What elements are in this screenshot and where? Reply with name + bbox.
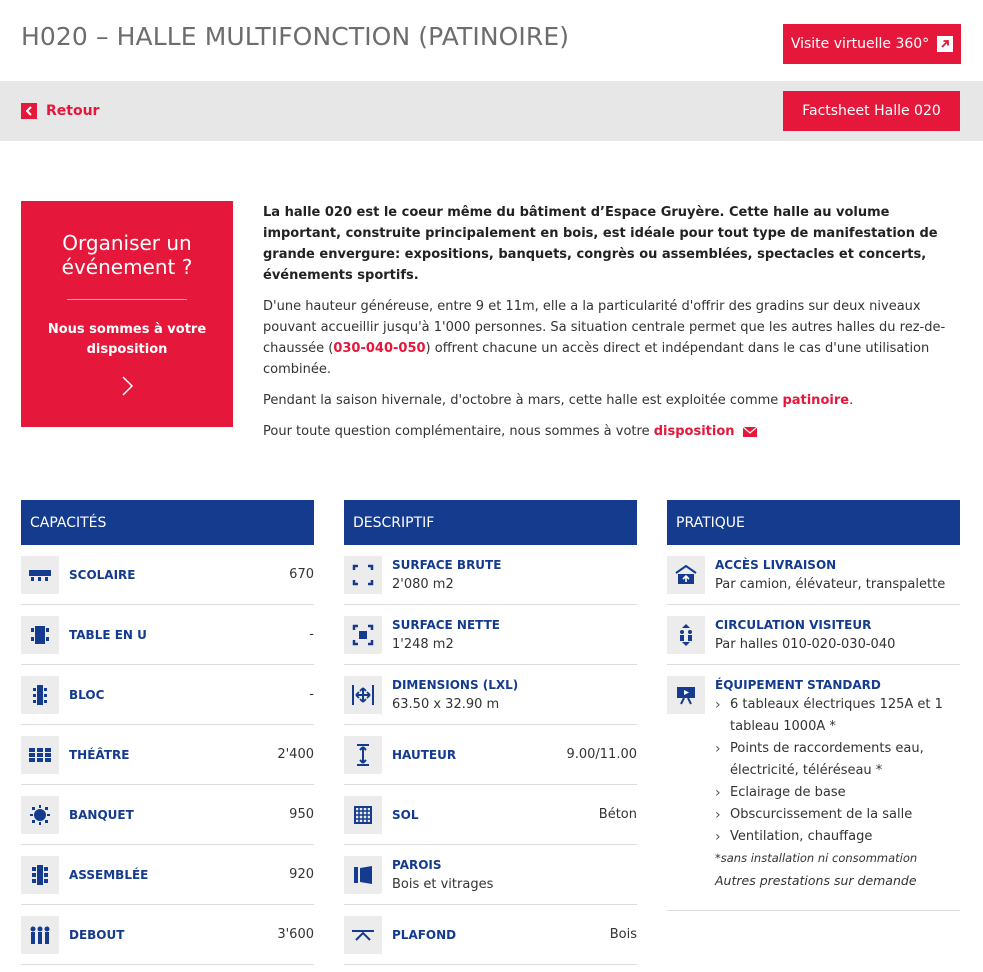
description-label: SURFACE NETTE (392, 618, 500, 632)
capacity-value: - (309, 627, 314, 642)
banquet-icon (21, 796, 59, 834)
description-row (344, 665, 637, 725)
list-item: › Eclairage de base (715, 782, 955, 804)
capacity-value: 670 (289, 567, 314, 582)
description-value: Bois et vitrages (392, 877, 494, 892)
envelope-icon[interactable] (743, 427, 757, 437)
external-arrow-icon (937, 36, 953, 52)
description-row (344, 905, 637, 965)
intro-paragraph-2: Pendant la saison hivernale, d'octobre à mars, cette halle est exploitée comme patinoire. (263, 393, 854, 408)
list-item: › Obscurcissement de la salle (715, 804, 955, 826)
net-area-icon (344, 616, 382, 654)
capacity-label: TABLE EN U (69, 628, 147, 642)
intro-paragraph-3: Pour toute question complémentaire, nous sommes à votre disposition (263, 421, 963, 442)
page-header (0, 0, 983, 81)
block-table-icon (21, 676, 59, 714)
practical-value: Par camion, élévateur, transpalette (715, 577, 946, 592)
capacity-label: BANQUET (69, 808, 134, 822)
practical-row (667, 545, 960, 605)
description-label: SOL (392, 808, 419, 822)
description-heading: DESCRIPTIF (344, 500, 637, 545)
capacity-label: BLOC (69, 688, 105, 702)
halls-link[interactable]: 030-040-050 (333, 341, 426, 356)
capacity-row (21, 545, 314, 605)
standing-people-icon (21, 916, 59, 954)
ice-rink-link[interactable]: patinoire (782, 393, 850, 408)
capacity-value: 950 (289, 807, 314, 822)
chevron-left-icon (21, 103, 37, 119)
intro-paragraph-1: D'une hauteur généreuse, entre 9 et 11m, elle a la particularité d'offrir des gradins sur deux niveaux pouvant accueillir jusqu'à 1'000 personnes. Sa situation centrale permet que les autres halles du rez-de-chaussée (030-040-050) offrent chacune un accès direct et indépendant dans le cas d'une utilisation combinée. (263, 299, 946, 377)
description-label: SURFACE BRUTE (392, 558, 502, 572)
practical-value: Par halles 010-020-030-040 (715, 637, 896, 652)
presentation-board-icon (667, 676, 705, 714)
capacity-row (21, 665, 314, 725)
practical-label: CIRCULATION VISITEUR (715, 618, 872, 632)
description-row (344, 605, 637, 665)
back-link[interactable] (21, 103, 99, 119)
ceiling-icon (344, 916, 382, 954)
practical-row (667, 605, 960, 665)
practical-panel (667, 500, 960, 911)
classroom-icon (21, 556, 59, 594)
list-item: › 6 tableaux électriques 125A et 1 tableau 1000A * (715, 694, 955, 738)
description-label: PAROIS (392, 858, 442, 872)
capacity-value: 3'600 (277, 927, 314, 942)
delivery-access-icon (667, 556, 705, 594)
nav-bar (0, 81, 983, 141)
contact-link[interactable]: disposition (653, 424, 735, 439)
capacity-label: THÉÂTRE (69, 748, 130, 762)
description-row (344, 545, 637, 605)
capacities-heading: CAPACITÉS (21, 500, 314, 545)
capacity-row (21, 785, 314, 845)
assembly-icon (21, 856, 59, 894)
equipment-footnote: *sans installation ni consommation (715, 851, 918, 865)
description-panel (344, 500, 637, 965)
description-label: PLAFOND (392, 928, 457, 942)
list-item: › Points de raccordements eau, électricité, téléréseau * (715, 738, 955, 782)
capacity-value: 920 (289, 867, 314, 882)
equipment-list (715, 694, 955, 848)
practical-heading: PRATIQUE (667, 500, 960, 545)
capacity-row (21, 845, 314, 905)
hall-description (263, 202, 963, 452)
practical-label: ACCÈS LIVRAISON (715, 558, 837, 572)
organise-event-card[interactable] (21, 201, 233, 427)
description-value: 63.50 x 32.90 m (392, 697, 500, 712)
virtual-tour-button[interactable] (783, 24, 961, 64)
description-value: 2'080 m2 (392, 577, 454, 592)
capacity-label: DEBOUT (69, 928, 125, 942)
capacity-label: ASSEMBLÉE (69, 868, 149, 882)
description-value: 9.00/11.00 (566, 747, 637, 762)
back-label: Retour (46, 103, 100, 119)
gross-area-icon (344, 556, 382, 594)
promo-heading: Organiser un événement ? (61, 231, 193, 279)
description-label: HAUTEUR (392, 748, 457, 762)
factsheet-button[interactable]: Factsheet Halle 020 (783, 91, 960, 131)
standard-equipment (667, 665, 960, 911)
description-value: Béton (598, 807, 637, 822)
virtual-tour-label: Visite virtuelle 360° (790, 36, 930, 52)
equipment-label: ÉQUIPEMENT STANDARD (715, 678, 881, 692)
dimensions-icon (344, 676, 382, 714)
capacity-label: SCOLAIRE (69, 568, 136, 582)
description-value: 1'248 m2 (392, 637, 454, 652)
chevron-right-icon[interactable] (117, 375, 137, 397)
walls-icon (344, 856, 382, 894)
capacity-row (21, 905, 314, 965)
capacities-panel (21, 500, 314, 965)
visitor-circulation-icon (667, 616, 705, 654)
page-title: H020 – HALLE MULTIFONCTION (PATINOIRE) (21, 22, 570, 51)
u-table-icon (21, 616, 59, 654)
description-label: DIMENSIONS (LXL) (392, 678, 519, 692)
height-icon (344, 736, 382, 774)
capacity-row (21, 605, 314, 665)
capacity-value: 2'400 (277, 747, 314, 762)
description-row (344, 845, 637, 905)
description-row (344, 785, 637, 845)
equipment-footnote-2: Autres prestations sur demande (715, 873, 917, 888)
capacity-row (21, 725, 314, 785)
divider (67, 299, 187, 300)
list-item: › Ventilation, chauffage (715, 826, 955, 848)
floor-icon (344, 796, 382, 834)
theatre-seats-icon (21, 736, 59, 774)
capacity-value: - (309, 687, 314, 702)
description-value: Bois (609, 927, 637, 942)
description-row (344, 725, 637, 785)
promo-subheading: Nous sommes à votre disposition (47, 322, 207, 357)
intro-lead: La halle 020 est le coeur même du bâtiment d’Espace Gruyère. Cette halle au volume important, construite principalement en bois, est idéale pour tout type de manifestation de grande envergure: expositions, banquets, congrès ou assemblées, spectacles et concerts, événements sportifs. (263, 205, 938, 283)
